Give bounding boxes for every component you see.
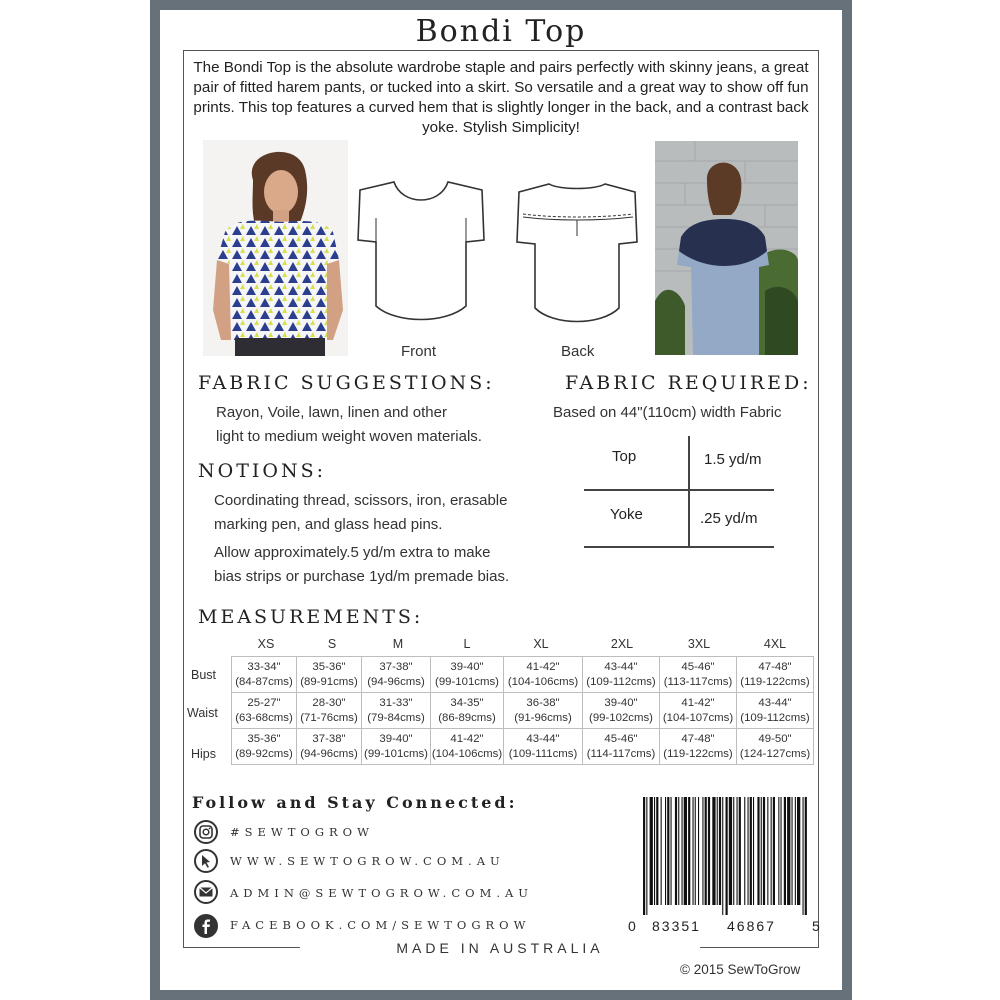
barcode-bar <box>739 797 741 905</box>
table-cell: 39-40" (99-101cms) <box>431 657 504 693</box>
notions-text: Allow approximately.5 yd/m extra to make <box>214 544 491 561</box>
size-header: L <box>463 637 471 651</box>
mail-icon[interactable] <box>194 880 218 904</box>
fabric-row-label: Yoke <box>610 506 643 523</box>
barcode-bar <box>671 797 672 905</box>
size-header: XS <box>257 637 275 651</box>
table-cell: 37-38" (94-96cms) <box>362 657 431 693</box>
barcode-bar <box>646 797 647 915</box>
barcode-bar <box>748 797 749 905</box>
barcode-bar <box>737 797 738 905</box>
barcode-digit: 5 <box>812 918 820 934</box>
barcode-bar <box>719 797 721 905</box>
barcode-digit: 83351 <box>652 918 701 934</box>
barcode-bar <box>702 797 703 905</box>
barcode-bar <box>656 797 658 905</box>
barcode-bar <box>661 797 662 905</box>
table-row <box>232 693 814 729</box>
front-caption: Front <box>401 343 437 360</box>
table-cell: 36-38" (91-96cms) <box>504 693 583 729</box>
measurements-heading: MEASUREMENTS: <box>198 606 424 628</box>
email-link[interactable]: ADMIN@SEWTOGROW.COM.AU <box>230 886 533 900</box>
barcode-bar <box>678 797 679 905</box>
size-header: S <box>327 637 337 651</box>
barcode-bar <box>733 797 734 905</box>
front-flat-drawing <box>356 178 486 328</box>
barcode-bar <box>717 797 718 905</box>
barcode-bar <box>675 797 677 905</box>
fabric-required-heading: FABRIC REQUIRED: <box>565 372 812 394</box>
measurement-row-label: Waist <box>187 706 218 720</box>
barcode-bar <box>784 797 786 905</box>
instagram-handle[interactable]: #SEWTOGROW <box>230 825 374 839</box>
barcode-bar <box>643 797 645 915</box>
barcode-bar <box>712 797 715 905</box>
barcode-bar <box>695 797 696 905</box>
fabric-suggestions-line1: Rayon, Voile, lawn, linen and other <box>216 404 447 421</box>
barcode-bar <box>729 797 732 905</box>
notions-heading: NOTIONS: <box>198 460 326 482</box>
barcode-bar <box>667 797 669 905</box>
barcode-bar <box>803 797 804 915</box>
table-cell: 47-48" (119-122cms) <box>660 729 737 765</box>
barcode-bar <box>797 797 800 905</box>
barcode-bar <box>693 797 694 905</box>
made-in-label: MADE IN AUSTRALIA <box>300 940 700 956</box>
copyright: © 2015 SewToGrow <box>680 962 801 977</box>
table-cell: 34-35" (86-89cms) <box>431 693 504 729</box>
barcode-bar <box>705 797 707 905</box>
page-title: Bondi Top <box>415 14 587 49</box>
barcode-bar <box>698 797 699 905</box>
table-cell: 49-50" (124-127cms) <box>737 729 814 765</box>
fabric-row-label: Top <box>612 448 637 465</box>
instagram-icon[interactable] <box>194 820 218 844</box>
table-divider-bottom <box>584 546 774 548</box>
barcode-bar <box>767 797 768 905</box>
cursor-icon[interactable] <box>194 849 218 873</box>
follow-heading: Follow and Stay Connected: <box>192 793 518 812</box>
table-cell: 28-30" (71-76cms) <box>297 693 362 729</box>
barcode-bar <box>708 797 710 905</box>
back-photo <box>655 141 798 355</box>
facebook-icon[interactable] <box>194 914 218 938</box>
barcode-bar <box>684 797 687 905</box>
table-cell: 43-44" (109-111cms) <box>504 729 583 765</box>
table-cell: 39-40" (99-102cms) <box>583 693 660 729</box>
barcode-bar <box>757 797 759 905</box>
table-cell: 43-44" (109-112cms) <box>737 693 814 729</box>
fabric-suggestions-line2: light to medium weight woven materials. <box>216 428 482 445</box>
table-cell: 41-42" (104-106cms) <box>431 729 504 765</box>
barcode-bar <box>773 797 775 905</box>
front-photo <box>203 140 348 356</box>
barcode-bar <box>805 797 807 915</box>
barcode-bar <box>781 797 782 905</box>
barcode-bar <box>726 797 728 915</box>
barcode-bar <box>654 797 655 905</box>
barcode-bar <box>744 797 745 905</box>
table-cell: 45-46" (114-117cms) <box>583 729 660 765</box>
table-row <box>232 657 814 693</box>
barcode-bar <box>682 797 683 905</box>
table-cell: 39-40" (99-101cms) <box>362 729 431 765</box>
barcode-bar <box>792 797 793 905</box>
fabric-row-amount: .25 yd/m <box>700 510 758 527</box>
back-flat-drawing <box>515 180 640 330</box>
barcode-bar <box>650 797 653 905</box>
notions-text: bias strips or purchase 1yd/m premade bias. <box>214 568 510 585</box>
barcode-digit: 46867 <box>727 918 776 934</box>
barcode <box>641 797 809 915</box>
barcode-bar <box>665 797 666 905</box>
table-row <box>232 729 814 765</box>
barcode-bar <box>795 797 796 905</box>
size-header: 3XL <box>687 637 711 651</box>
website-link[interactable]: WWW.SEWTOGROW.COM.AU <box>230 854 505 868</box>
back-photo-illustration <box>655 141 798 355</box>
table-cell: 47-48" (119-122cms) <box>737 657 814 693</box>
barcode-bar <box>753 797 754 905</box>
intro-text: The Bondi Top is the absolute wardrobe staple and pairs perfectly with skinny jeans, a great pair of fitted harem pants, or tucked into a skirt. So versatile and a great way to show off fun prints. This top features a curved hem that is slightly longer in the back, and a contrast back yoke. Stylish Simplicity! <box>193 59 809 136</box>
table-cell: 41-42" (104-107cms) <box>660 693 737 729</box>
size-header: 4XL <box>763 637 787 651</box>
measurement-row-label: Bust <box>191 668 217 682</box>
fabric-suggestions-heading: FABRIC SUGGESTIONS: <box>198 372 495 394</box>
barcode-bar <box>722 797 723 915</box>
fabric-row-amount: 1.5 yd/m <box>704 451 762 468</box>
table-divider-vertical <box>688 436 690 548</box>
table-cell: 37-38" (94-96cms) <box>297 729 362 765</box>
fabric-required-table <box>584 436 774 548</box>
table-cell: 31-33" (79-84cms) <box>362 693 431 729</box>
measurements-table <box>231 656 814 765</box>
table-divider-horizontal <box>584 489 774 491</box>
table-cell: 35-36" (89-92cms) <box>232 729 297 765</box>
table-cell: 35-36" (89-91cms) <box>297 657 362 693</box>
barcode-bar <box>761 797 762 905</box>
barcode-bar <box>750 797 752 905</box>
notions-text: marking pen, and glass head pins. <box>214 516 443 533</box>
table-cell: 43-44" (109-112cms) <box>583 657 660 693</box>
barcode-digit: 0 <box>628 918 636 934</box>
barcode-bar <box>787 797 790 905</box>
table-cell: 33-34" (84-87cms) <box>232 657 297 693</box>
size-header: M <box>392 637 404 651</box>
back-caption: Back <box>561 343 595 360</box>
table-cell: 45-46" (113-117cms) <box>660 657 737 693</box>
table-cell: 41-42" (104-106cms) <box>504 657 583 693</box>
size-header: XL <box>533 637 549 651</box>
size-header: 2XL <box>610 637 634 651</box>
measurement-row-label: Hips <box>191 747 217 761</box>
barcode-bar <box>771 797 772 905</box>
fabric-required-note: Based on 44"(110cm) width Fabric <box>553 404 782 421</box>
table-cell: 25-27" (63-68cms) <box>232 693 297 729</box>
barcode-bar <box>688 797 690 905</box>
front-photo-illustration <box>203 140 348 356</box>
barcode-bar <box>778 797 779 905</box>
facebook-link[interactable]: FACEBOOK.COM/SEWTOGROW <box>230 918 531 932</box>
notions-text: Coordinating thread, scissors, iron, erasable <box>214 492 508 509</box>
barcode-bar <box>763 797 765 905</box>
